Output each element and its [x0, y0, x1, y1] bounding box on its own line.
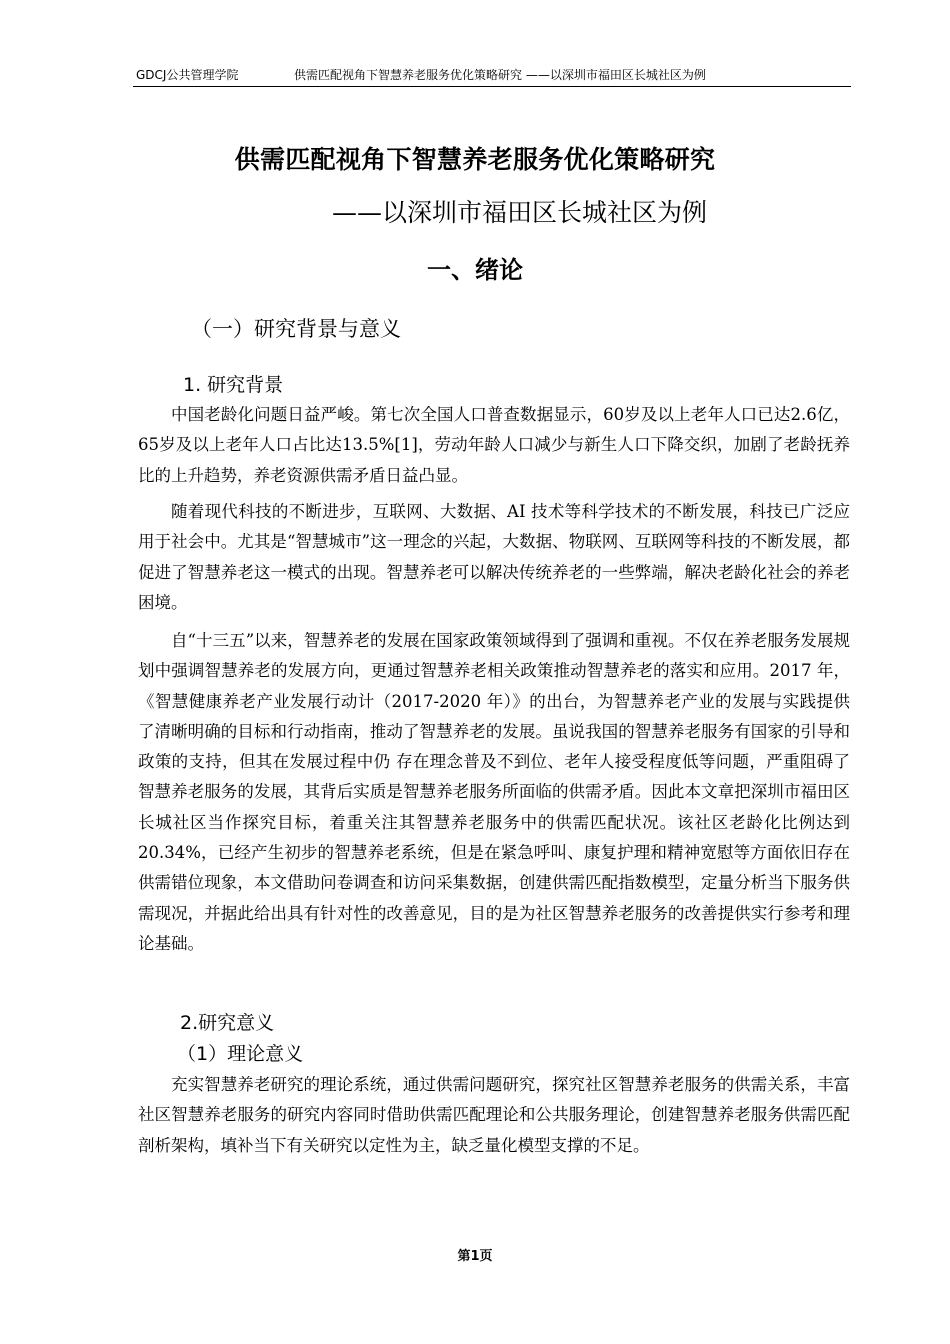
header-paper-title: 供需匹配视角下智慧养老服务优化策略研究 ——以深圳市福田区长城社区为例 — [294, 68, 706, 82]
running-header — [133, 66, 851, 87]
paragraph-policy: 自“十三五”以来，智慧养老的发展在国家政策领域得到了强调和重视。不仅在养老服务发展规划中强调智慧养老的发展方向，更通过智慧养老相关政策推动智慧养老的落实和应用。2017 年，《智慧健康养老产业发展行动计（2017-2020 年）》的出台，为智慧养老产业的发展与实践提供了清晰明确的目标和行动指南，推动了智慧养老的发展。虽说我国的智慧养老服务有国家的引导和政策的支持，但其在发展过程中仍 存在理念普及不到位、老年人接受程度低等问题，严重阻碍了智慧养老服务的发展，其背后实质是智慧养老服务所面临的供需矛盾。因此本文章把深圳市福田区长城社区当作探究目标，着重关注其智慧养老服务中的供需匹配状况。该社区老龄化比例达到20.34%，已经产生初步的智慧养老系统，但是在紧急呼叫、康复护理和精神宽慰等方面依旧存在供需错位现象，本文借助问卷调查和访问采集数据，创建供需匹配指数模型，定量分析当下服务供需现况，并据此给出具有针对性的改善意见，目的是为社区智慧养老服务的改善提供实行参考和理论基础。 — [138, 631, 850, 953]
page-number: 第1页 — [457, 1249, 493, 1264]
subsection-heading-significance: 2.研究意义 — [180, 1012, 275, 1034]
chapter-heading: 一、绪论 — [427, 256, 523, 284]
header-institution: GDCJ公共管理学院 — [136, 68, 239, 82]
paragraph-aging-data: 中国老龄化问题日益严峻。第七次全国人口普查数据显示，60岁及以上老年人口已达2.6亿，65岁及以上老年人口占比达13.5%[1]，劳动年龄人口减少与新生人口下降交织，加剧了老龄抚养比的上升趋势，养老资源供需矛盾日益凸显。 — [138, 405, 850, 485]
paragraph-technology: 随着现代科技的不断进步，互联网、大数据、AI 技术等科学技术的不断发展，科技已广泛应用于社会中。尤其是“智慧城市”这一理念的兴起，大数据、物联网、互联网等科技的不断发展，都促进了智慧养老这一模式的出现。智慧养老可以解决传统养老的一些弊端，解决老龄化社会的养老困境。 — [138, 502, 850, 612]
paper-subtitle: ——以深圳市福田区长城社区为例 — [332, 198, 708, 227]
paragraph-theoretical-significance: 充实智慧养老研究的理论系统，通过供需问题研究，探究社区智慧养老服务的供需关系，丰富社区智慧养老服务的研究内容同时借助供需匹配理论和公共服务理论，创建智慧养老服务供需匹配剖析架构，填补当下有关研究以定性为主，缺乏量化模型支撑的不足。 — [138, 1075, 850, 1155]
subsection-heading-theory: （1）理论意义 — [177, 1043, 304, 1065]
subsection-heading-background: 1. 研究背景 — [183, 374, 284, 396]
paper-title: 供需匹配视角下智慧养老服务优化策略研究 — [234, 145, 716, 174]
section-heading: （一）研究背景与意义 — [191, 317, 401, 341]
